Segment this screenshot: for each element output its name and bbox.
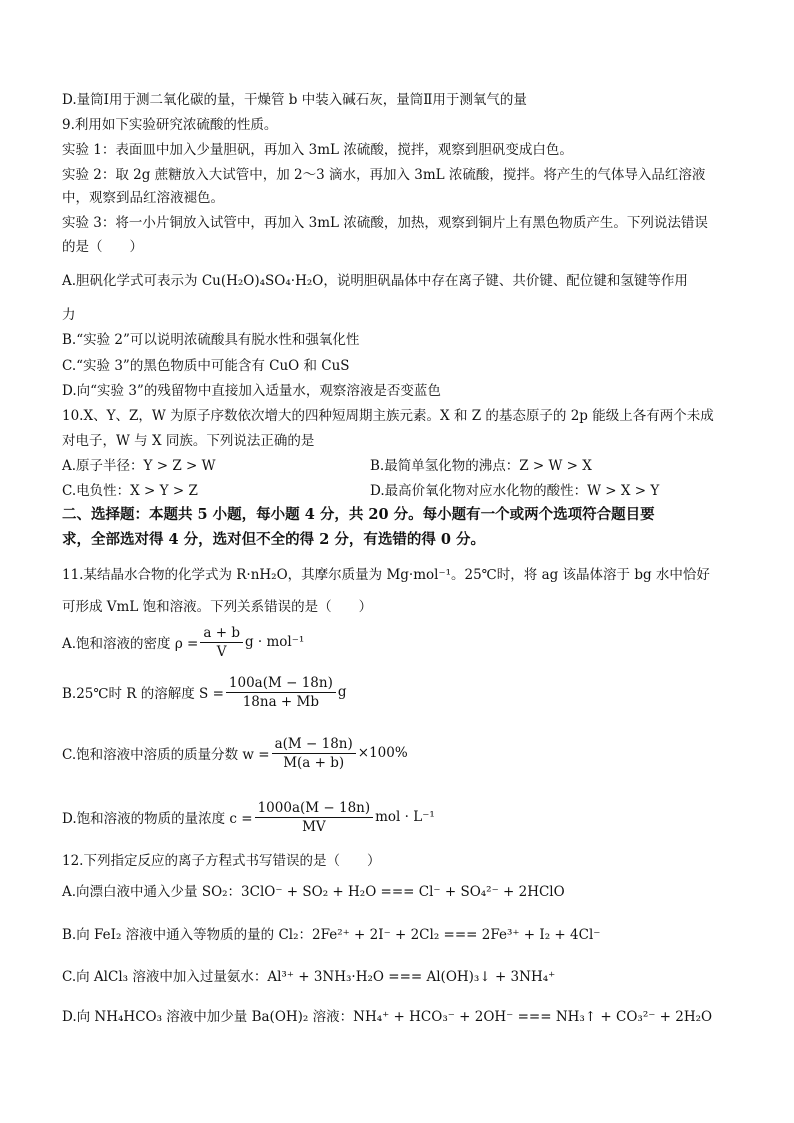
q11-option-d-unit: mol · L⁻¹ [375, 809, 435, 825]
q10-stem-cont: 对电子，W 与 X 同族。下列说法正确的是 [62, 433, 315, 449]
q10-option-d: D.最高价氧化物对应水化物的酸性：W > X > Y [370, 483, 660, 499]
q9-option-d: D.向“实验 3”的残留物中直接加入适量水，观察溶液是否变蓝色 [62, 383, 441, 399]
q10-stem: 10.X、Y、Z，W 为原子序数依次增大的四种短周期主族元素。X 和 Z 的基态原子的 2p 能级上各有两个未成 [62, 408, 714, 424]
numerator: 100a(M − 18n) [226, 674, 336, 693]
denominator: MV [302, 818, 326, 835]
q8-option-d: D.量筒Ⅰ用于测二氧化碳的量，干燥管 b 中装入碱石灰，量筒Ⅱ用于测氧气的量 [62, 92, 527, 108]
q10-option-c: C.电负性：X > Y > Z [62, 483, 198, 499]
q9-option-b: B.“实验 2”可以说明浓硫酸具有脱水性和强氧化性 [62, 332, 360, 348]
q11-option-d [62, 795, 754, 839]
q9-option-a-cont: 力 [62, 307, 76, 323]
q11-stem-cont: 可形成 VmL 饱和溶液。下列关系错误的是（ ） [62, 599, 373, 615]
q10-option-b: B.最简单氢化物的沸点：Z > W > X [370, 458, 592, 474]
q10-options-row-1 [62, 457, 754, 475]
q11-option-c-label: C.饱和溶液中溶质的质量分数 w = [62, 747, 270, 763]
q12-option-b: B.向 FeI₂ 溶液中通入等物质的量的 Cl₂：2Fe²⁺ + 2I⁻ + 2Cl₂ === 2Fe³⁺ + I₂ + 4Cl⁻ [62, 927, 601, 943]
q11-option-d-label: D.饱和溶液的物质的量浓度 c = [62, 811, 253, 827]
q11-option-c-unit: ×100% [357, 745, 408, 761]
q11-option-b [62, 670, 754, 714]
q9-option-a: A.胆矾化学式可表示为 Cu(H₂O)₄SO₄·H₂O，说明胆矾晶体中存在离子键、共价键、配位键和氢键等作用 [62, 273, 688, 289]
q9-option-c: C.“实验 3”的黑色物质中可能含有 CuO 和 CuS [62, 358, 350, 374]
q12-stem: 12.下列指定反应的离子方程式书写错误的是（ ） [62, 853, 381, 869]
fraction [255, 799, 374, 836]
denominator: M(a + b) [283, 754, 345, 771]
fraction [200, 624, 243, 661]
fraction [272, 735, 356, 772]
q12-option-d: D.向 NH₄HCO₃ 溶液中加少量 Ba(OH)₂ 溶液：NH₄⁺ + HCO₃⁻ + 2OH⁻ === NH₃↑ + CO₃²⁻ + 2H₂O [62, 1009, 713, 1025]
q9-prompt: 的是（ ） [62, 239, 143, 255]
q11-stem: 11.某结晶水合物的化学式为 R·nH₂O，其摩尔质量为 Mg·mol⁻¹。25℃时，将 ag 该晶体溶于 bg 水中恰好 [62, 567, 710, 583]
q12-option-a: A.向漂白液中通入少量 SO₂：3ClO⁻ + SO₂ + H₂O === Cl⁻ + SO₄²⁻ + 2HClO [62, 884, 565, 900]
q12-option-c: C.向 AlCl₃ 溶液中加入过量氨水：Al³⁺ + 3NH₃·H₂O === Al(OH)₃↓ + 3NH₄⁺ [62, 969, 556, 985]
fraction [226, 674, 336, 711]
denominator: V [216, 643, 227, 660]
numerator: a(M − 18n) [272, 735, 356, 754]
q10-options-row-2 [62, 482, 754, 500]
numerator: a + b [200, 624, 243, 643]
q11-option-a [62, 620, 754, 664]
q9-experiment-3: 实验 3：将一小片铜放入试管中，再加入 3mL 浓硫酸，加热，观察到铜片上有黑色物质产生。下列说法错误 [62, 215, 708, 231]
q11-option-b-label: B.25℃时 R 的溶解度 S = [62, 686, 224, 702]
q9-experiment-2-cont: 中，观察到品红溶液褪色。 [62, 190, 224, 206]
q9-experiment-1: 实验 1：表面皿中加入少量胆矾，再加入 3mL 浓硫酸，搅拌，观察到胆矾变成白色。 [62, 142, 573, 158]
section-2-heading: 二、选择题：本题共 5 小题，每小题 4 分，共 20 分。每小题有一个或两个选项符合题目要 [62, 506, 655, 523]
q9-stem: 9.利用如下实验研究浓硫酸的性质。 [62, 117, 278, 133]
q9-experiment-2: 实验 2：取 2g 蔗糖放入大试管中，加 2～3 滴水，再加入 3mL 浓硫酸，搅拌。将产生的气体导入品红溶液 [62, 167, 706, 183]
q11-option-c [62, 731, 754, 775]
denominator: 18na + Mb [242, 693, 319, 710]
q11-option-a-unit: g · mol⁻¹ [244, 634, 305, 650]
section-2-heading-cont: 求，全部选对得 4 分，选对但不全的得 2 分，有选错的得 0 分。 [62, 531, 486, 548]
q10-option-a: A.原子半径：Y > Z > W [62, 458, 216, 474]
q11-option-a-label: A.饱和溶液的密度 ρ = [62, 636, 199, 652]
numerator: 1000a(M − 18n) [255, 799, 374, 818]
q11-option-b-unit: g [337, 684, 347, 700]
